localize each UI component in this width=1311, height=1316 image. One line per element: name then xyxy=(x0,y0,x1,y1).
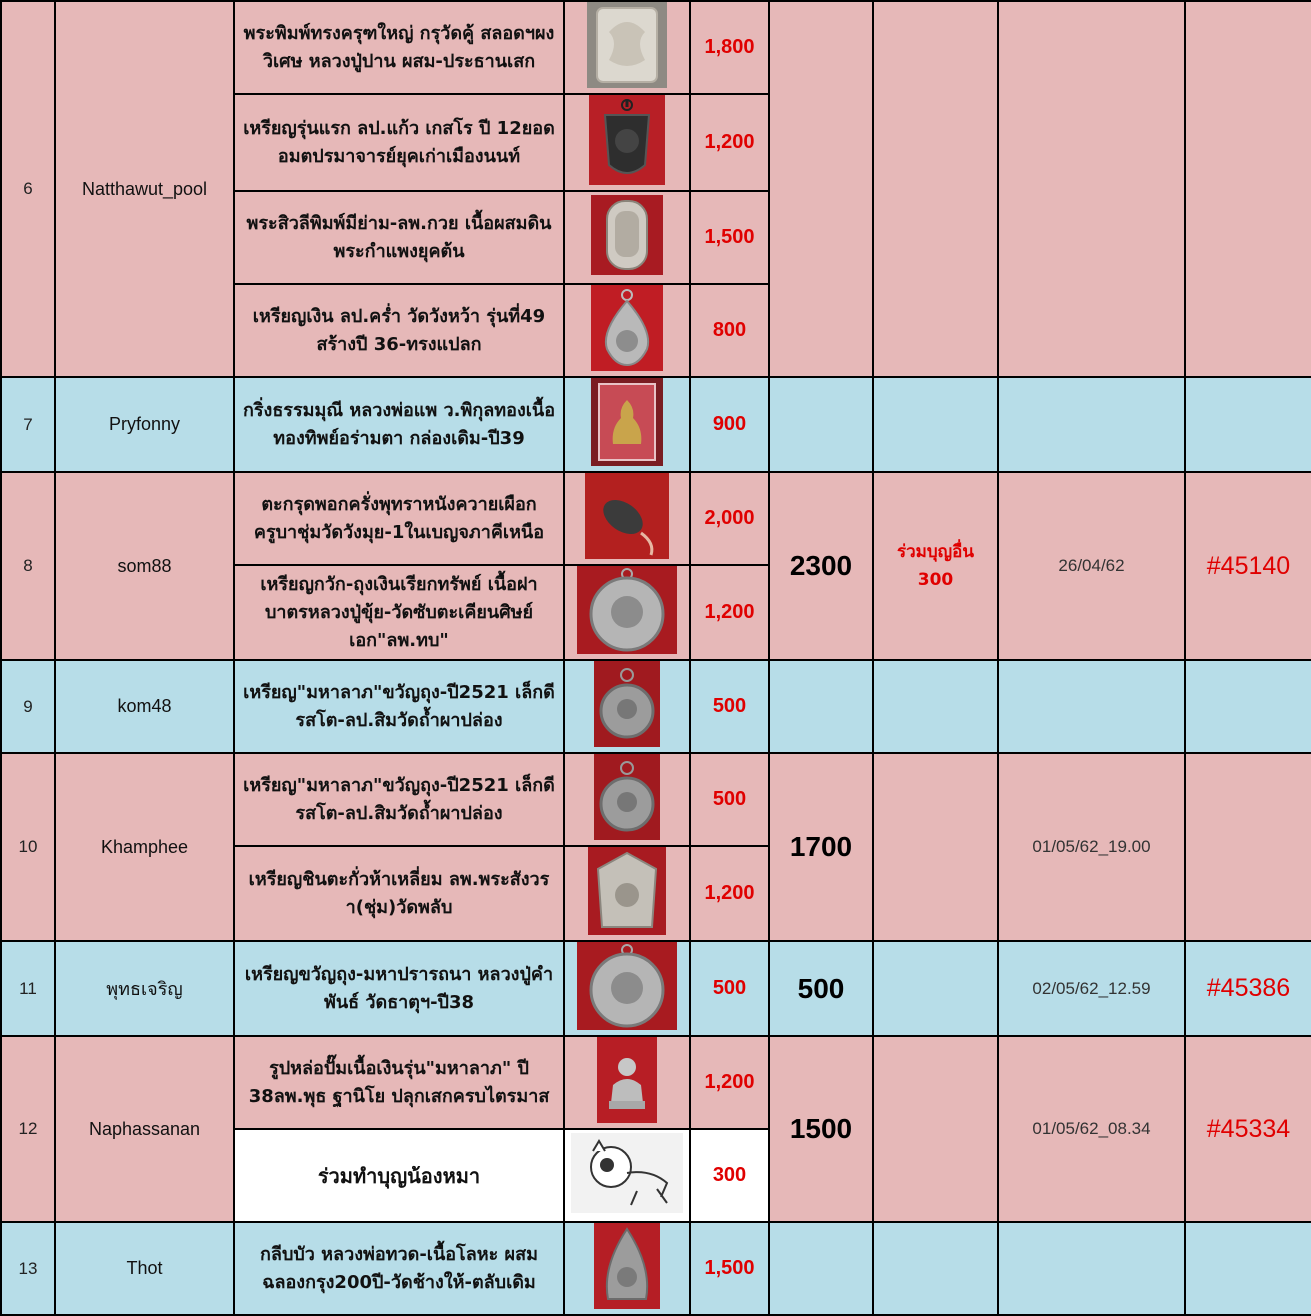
reference-number: #45334 xyxy=(1185,1036,1311,1222)
item-price: 500 xyxy=(690,753,769,846)
item-description: กลีบบัว หลวงพ่อทวด-เนื้อโลหะ ผสมฉลองกรุง200ปี-วัดช้างให้-ตลับเดิม xyxy=(234,1222,564,1315)
item-description: รูปหล่อปั๊มเนื้อเงินรุ่น"มหาลาภ" ปี 38ลพ.พุธ ฐานิโย ปลุกเสกครบไตรมาส xyxy=(234,1036,564,1129)
dark-shield-coin-icon xyxy=(589,95,665,190)
sivali-amulet-icon xyxy=(591,195,663,280)
item-photo xyxy=(564,1036,690,1129)
boxed-buddha-icon xyxy=(591,378,663,471)
dog-cartoon-icon xyxy=(571,1133,683,1218)
takrut-icon xyxy=(585,473,669,564)
total-amount xyxy=(769,660,873,753)
row-number: 13 xyxy=(1,1222,55,1315)
username: Thot xyxy=(55,1222,234,1315)
item-price: 1,200 xyxy=(690,94,769,191)
item-price: 1,800 xyxy=(690,1,769,94)
transfer-date xyxy=(998,377,1185,472)
white-clay-amulet-icon xyxy=(587,2,667,93)
item-price: 1,200 xyxy=(690,1036,769,1129)
table-row xyxy=(1,377,1311,472)
extra-note xyxy=(873,941,998,1036)
pentagon-lead-amulet-icon xyxy=(588,847,666,940)
transfer-date: 02/05/62_12.59 xyxy=(998,941,1185,1036)
item-description: เหรียญ"มหาลาภ"ขวัญถุง-ปี2521 เล็กดีรสโต-ลป.สิมวัดถ้ำผาปล่อง xyxy=(234,660,564,753)
total-amount xyxy=(769,1,873,377)
item-photo xyxy=(564,565,690,660)
item-photo xyxy=(564,753,690,846)
item-description: พระสิวลีพิมพ์มีย่าม-ลพ.กวย เนื้อผสมดินพระกำแพงยุคต้น xyxy=(234,191,564,284)
transfer-date: 26/04/62 xyxy=(998,472,1185,660)
row-number: 11 xyxy=(1,941,55,1036)
item-price: 500 xyxy=(690,941,769,1036)
transfer-date xyxy=(998,1222,1185,1315)
table-row xyxy=(1,472,1311,565)
item-photo xyxy=(564,284,690,377)
reference-number: #45140 xyxy=(1185,472,1311,660)
extra-note xyxy=(873,1222,998,1315)
username: som88 xyxy=(55,472,234,660)
transfer-date: 01/05/62_19.00 xyxy=(998,753,1185,941)
item-photo xyxy=(564,846,690,941)
total-amount xyxy=(769,377,873,472)
total-amount xyxy=(769,1222,873,1315)
item-photo xyxy=(564,94,690,191)
extra-note: ร่วมบุญอื่น 300 xyxy=(873,472,998,660)
row-number: 10 xyxy=(1,753,55,941)
item-description: ตะกรุดพอกครั่งพุทราหนังควายเผือกครูบาชุ่มวัดวังมุย-1ในเบญจภาคีเหนือ xyxy=(234,472,564,565)
item-price: 1,200 xyxy=(690,846,769,941)
extra-note xyxy=(873,660,998,753)
item-price: 300 xyxy=(690,1129,769,1222)
table-row xyxy=(1,1,1311,94)
item-description: กริ่งธรรมมุณี หลวงพ่อแพ ว.พิกุลทองเนื้อทองทิพย์อร่ามตา กล่องเดิม-ปี39 xyxy=(234,377,564,472)
username: Natthawut_pool xyxy=(55,1,234,377)
item-photo xyxy=(564,191,690,284)
item-description: เหรียญขวัญถุง-มหาปรารถนา หลวงปู่คำพันธ์ วัดธาตุฯ-ปี38 xyxy=(234,941,564,1036)
item-photo xyxy=(564,377,690,472)
total-amount: 1500 xyxy=(769,1036,873,1222)
item-description: เหรียญ"มหาลาภ"ขวัญถุง-ปี2521 เล็กดีรสโต-ลป.สิมวัดถ้ำผาปล่อง xyxy=(234,753,564,846)
silver-drop-coin-icon xyxy=(591,285,663,376)
small-round-coin-icon xyxy=(594,661,660,752)
item-description: พระพิมพ์ทรงครุฑใหญ่ กรุวัดคู้ สลอดฯผงวิเศษ หลวงปู่ปาน ผสม-ประธานเสก xyxy=(234,1,564,94)
item-photo xyxy=(564,660,690,753)
reference-number xyxy=(1185,660,1311,753)
username: kom48 xyxy=(55,660,234,753)
total-amount: 1700 xyxy=(769,753,873,941)
item-description: ร่วมทำบุญน้องหมา xyxy=(234,1129,564,1222)
small-round-coin-icon xyxy=(594,754,660,845)
username: Khamphee xyxy=(55,753,234,941)
item-photo xyxy=(564,941,690,1036)
reference-number xyxy=(1185,1,1311,377)
table-row xyxy=(1,941,1311,1036)
item-photo xyxy=(564,472,690,565)
transfer-date: 01/05/62_08.34 xyxy=(998,1036,1185,1222)
row-number: 9 xyxy=(1,660,55,753)
reference-number xyxy=(1185,1222,1311,1315)
reference-number xyxy=(1185,753,1311,941)
reference-number: #45386 xyxy=(1185,941,1311,1036)
total-amount: 2300 xyxy=(769,472,873,660)
item-description: เหรียญเงิน ลป.คร่ำ วัดวังหว้า รุ่นที่49 สร้างปี 36-ทรงแปลก xyxy=(234,284,564,377)
item-description: เหรียญชินตะกั่วห้าเหลี่ยม ลพ.พระสังวรา(ชุ่ม)วัดพลับ xyxy=(234,846,564,941)
item-price: 1,200 xyxy=(690,565,769,660)
item-price: 800 xyxy=(690,284,769,377)
row-number: 8 xyxy=(1,472,55,660)
extra-note xyxy=(873,753,998,941)
table-row xyxy=(1,1036,1311,1129)
lotus-petal-amulet-icon xyxy=(594,1223,660,1314)
username: พุทธเจริญ xyxy=(55,941,234,1036)
round-coin-icon xyxy=(577,942,677,1035)
item-price: 2,000 xyxy=(690,472,769,565)
item-description: เหรียญกวัก-ถุงเงินเรียกทรัพย์ เนื้อฝาบาตรหลวงปู่ขุ้ย-วัดซับตะเคียนศิษย์เอก"ลพ.ทบ" xyxy=(234,565,564,660)
item-photo xyxy=(564,1222,690,1315)
transfer-date xyxy=(998,1,1185,377)
row-number: 6 xyxy=(1,1,55,377)
item-price: 1,500 xyxy=(690,191,769,284)
silver-statue-icon xyxy=(597,1037,657,1128)
extra-note xyxy=(873,1036,998,1222)
round-coin-icon xyxy=(577,566,677,659)
total-amount: 500 xyxy=(769,941,873,1036)
table-row xyxy=(1,753,1311,846)
row-number: 7 xyxy=(1,377,55,472)
reference-number xyxy=(1185,377,1311,472)
item-price: 500 xyxy=(690,660,769,753)
row-number: 12 xyxy=(1,1036,55,1222)
item-photo xyxy=(564,1129,690,1222)
extra-note xyxy=(873,1,998,377)
item-description: เหรียญรุ่นแรก ลป.แก้ว เกสโร ปี 12ยอดอมตปรมาจารย์ยุคเก่าเมืองนนท์ xyxy=(234,94,564,191)
transfer-date xyxy=(998,660,1185,753)
username: Pryfonny xyxy=(55,377,234,472)
username: Naphassanan xyxy=(55,1036,234,1222)
item-photo xyxy=(564,1,690,94)
extra-note xyxy=(873,377,998,472)
item-price: 1,500 xyxy=(690,1222,769,1315)
item-price: 900 xyxy=(690,377,769,472)
table-row xyxy=(1,1222,1311,1315)
table-row xyxy=(1,660,1311,753)
